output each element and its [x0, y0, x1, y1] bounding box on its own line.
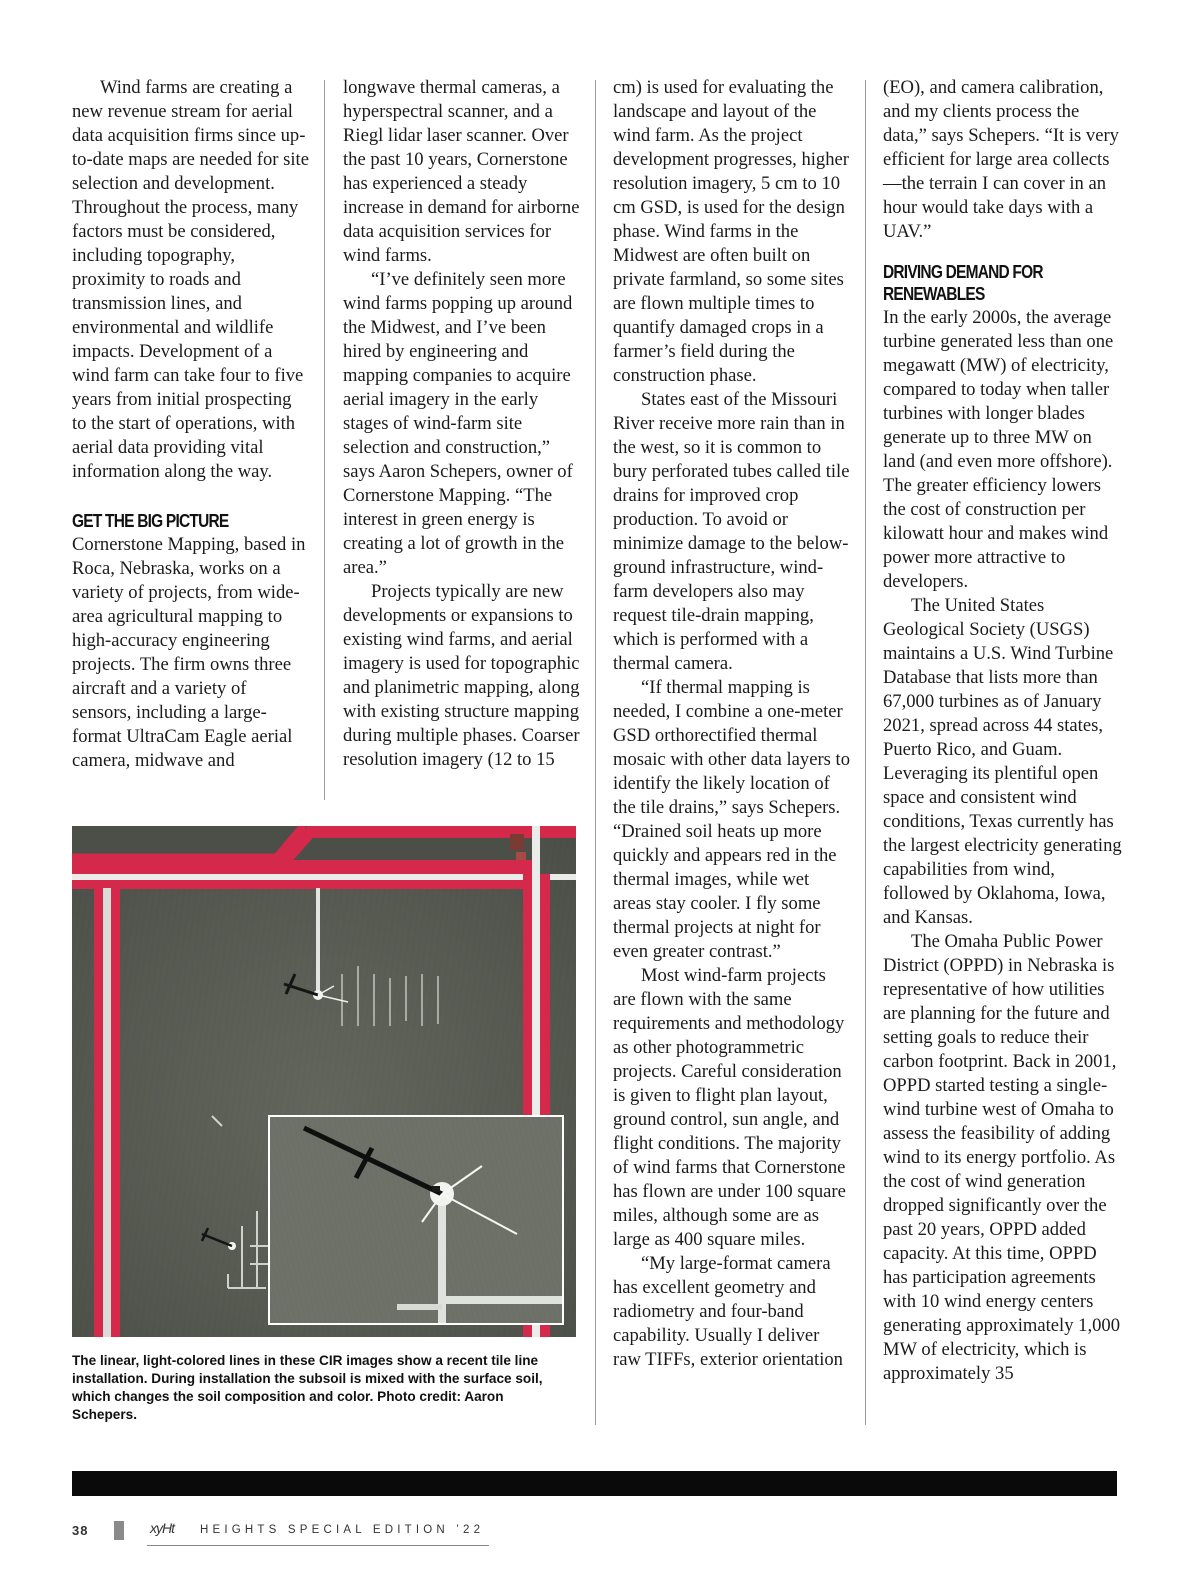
edition-underline: [147, 1545, 489, 1546]
body-paragraph: “I’ve definitely seen more wind farms popping up around the Midwest, and I’ve been hired by engineering and mapping companies to acquire aerial imagery in the early stages of wind-farm site selection and construction,” says Aaron Schepers, owner of Cornerstone Mapping. “The interest in green energy is creating a lot of growth in the area.”: [343, 269, 573, 578]
body-paragraph: Projects typically are new developments or expansions to existing wind farms, and aerial imagery is used for topographic and planimetric mapping, along with existing structure mapping during multiple phases. Coarser resolution imagery (12 to 15: [343, 581, 580, 770]
body-paragraph: Cornerstone Mapping, based in Roca, Nebraska, works on a variety of projects, from wide-area agricultural mapping to high-accuracy engineering projects. The firm owns three aircraft and a variety of sensors, including a large-format UltraCam Eagle aerial camera, midwave and: [72, 534, 306, 771]
body-paragraph: “My large-format camera has excellent geometry and radiometry and four-band capability. Usually I deliver raw TIFFs, exterior orientation: [613, 1253, 843, 1370]
column-rule-3: [865, 80, 866, 1425]
body-paragraph: In the early 2000s, the average turbine generated less than one megawatt (MW) of electricity, compared to today when taller turbines with longer blades generate up to three MW on land (and even more offshore). The greater efficiency lowers the cost of construction per kilowatt hour and makes wind power more attractive to developers.: [883, 307, 1114, 592]
text-column-4: [883, 76, 1123, 1386]
text-column-2: [343, 76, 581, 772]
body-paragraph: cm) is used for evaluating the landscape and layout of the wind farm. As the project development progresses, higher resolution imagery, 5 cm to 10 cm GSD, is used for the design phase. Wind farms in the Midwest are often built on private farmland, so some sites are flown multiple times to quantify damaged crops in a farmer’s field during the construction phase.: [613, 77, 849, 386]
footer-bar: [72, 1471, 1117, 1496]
body-paragraph: Wind farms are creating a new revenue stream for aerial data acquisition firms since up-to-date maps are needed for site selection and development. Throughout the process, many factors must be considered, including topography, proximity to roads and transmission lines, and environmental and wildlife impacts. Development of a wind farm can take four to five years from initial prospecting to the start of operations, with aerial data providing vital information along the way.: [72, 77, 309, 482]
section-heading: DRIVING DEMAND FOR RENEWABLES: [883, 262, 1043, 304]
photo-inset: [269, 1116, 563, 1324]
text-column-3: [613, 76, 851, 1372]
page-number-marker: [114, 1521, 124, 1540]
body-paragraph: Most wind-farm projects are flown with the same requirements and methodology as other photogrammetric projects. Careful consideration is given to flight plan layout, ground control, sun angle, and flight conditions. The majority of wind farms that Cornerstone has flown are under 100 square miles, although some are as large as 400 square miles.: [613, 965, 846, 1250]
figure-caption: The linear, light-colored lines in these CIR images show a recent tile line installation. During installation the subsoil is mixed with the surface soil, which changes the soil composition and color. Photo credit: Aaron Schepers.: [72, 1353, 543, 1422]
body-paragraph: States east of the Missouri River receive more rain than in the west, so it is common to bury perforated tubes called tile drains for improved crop production. To avoid or minimize damage to the below-ground infrastructure, wind-farm developers also may request tile-drain mapping, which is performed with a thermal camera.: [613, 389, 850, 674]
edition-title: HEIGHTS SPECIAL EDITION ’22: [200, 1524, 485, 1536]
body-paragraph: “If thermal mapping is needed, I combine a one-meter GSD orthorectified thermal mosaic with other data layers to identify the likely location of the tile drains,” says Schepers. “Drained soil heats up more quickly and appears red in the thermal images, while wet areas stay cooler. I fly some thermal projects at night for even greater contrast.”: [613, 677, 850, 962]
publication-logo: xyHt: [150, 1520, 174, 1536]
page-number: 38: [72, 1523, 89, 1538]
aerial-photo-graphic: [72, 826, 576, 1337]
body-paragraph: longwave thermal cameras, a hyperspectral scanner, and a Riegl lidar laser scanner. Over the past 10 years, Cornerstone has experienced a steady increase in demand for airborne data acquisition services for wind farms.: [343, 77, 580, 266]
aerial-cir-photo: [72, 826, 576, 1337]
body-paragraph: The Omaha Public Power District (OPPD) in Nebraska is representative of how utilities are planning for the future and setting goals to reduce their carbon footprint. Back in 2001, OPPD started testing a single-wind turbine west of Omaha to assess the feasibility of adding wind to its energy portfolio. As the cost of wind generation dropped significantly over the past 20 years, OPPD added capacity. At this time, OPPD has participation agreements with 10 wind energy centers generating approximately 1,000 MW of electricity, which is approximately 35: [883, 931, 1120, 1384]
section-heading: GET THE BIG PICTURE: [72, 511, 229, 531]
column-rule-2: [595, 80, 596, 1425]
column-rule-1: [324, 80, 325, 800]
text-column-1: [72, 76, 310, 773]
body-paragraph: (EO), and camera calibration, and my clients process the data,” says Schepers. “It is very efficient for large area collects—the terrain I can cover in an hour would take days with a UAV.”: [883, 77, 1119, 242]
body-paragraph: The United States Geological Society (USGS) maintains a U.S. Wind Turbine Database that lists more than 67,000 turbines as of January 2021, spread across 44 states, Puerto Rico, and Guam. Leveraging its plentiful open space and consistent wind conditions, Texas currently has the largest electricity generating capabilities from wind, followed by Oklahoma, Iowa, and Kansas.: [883, 595, 1122, 928]
